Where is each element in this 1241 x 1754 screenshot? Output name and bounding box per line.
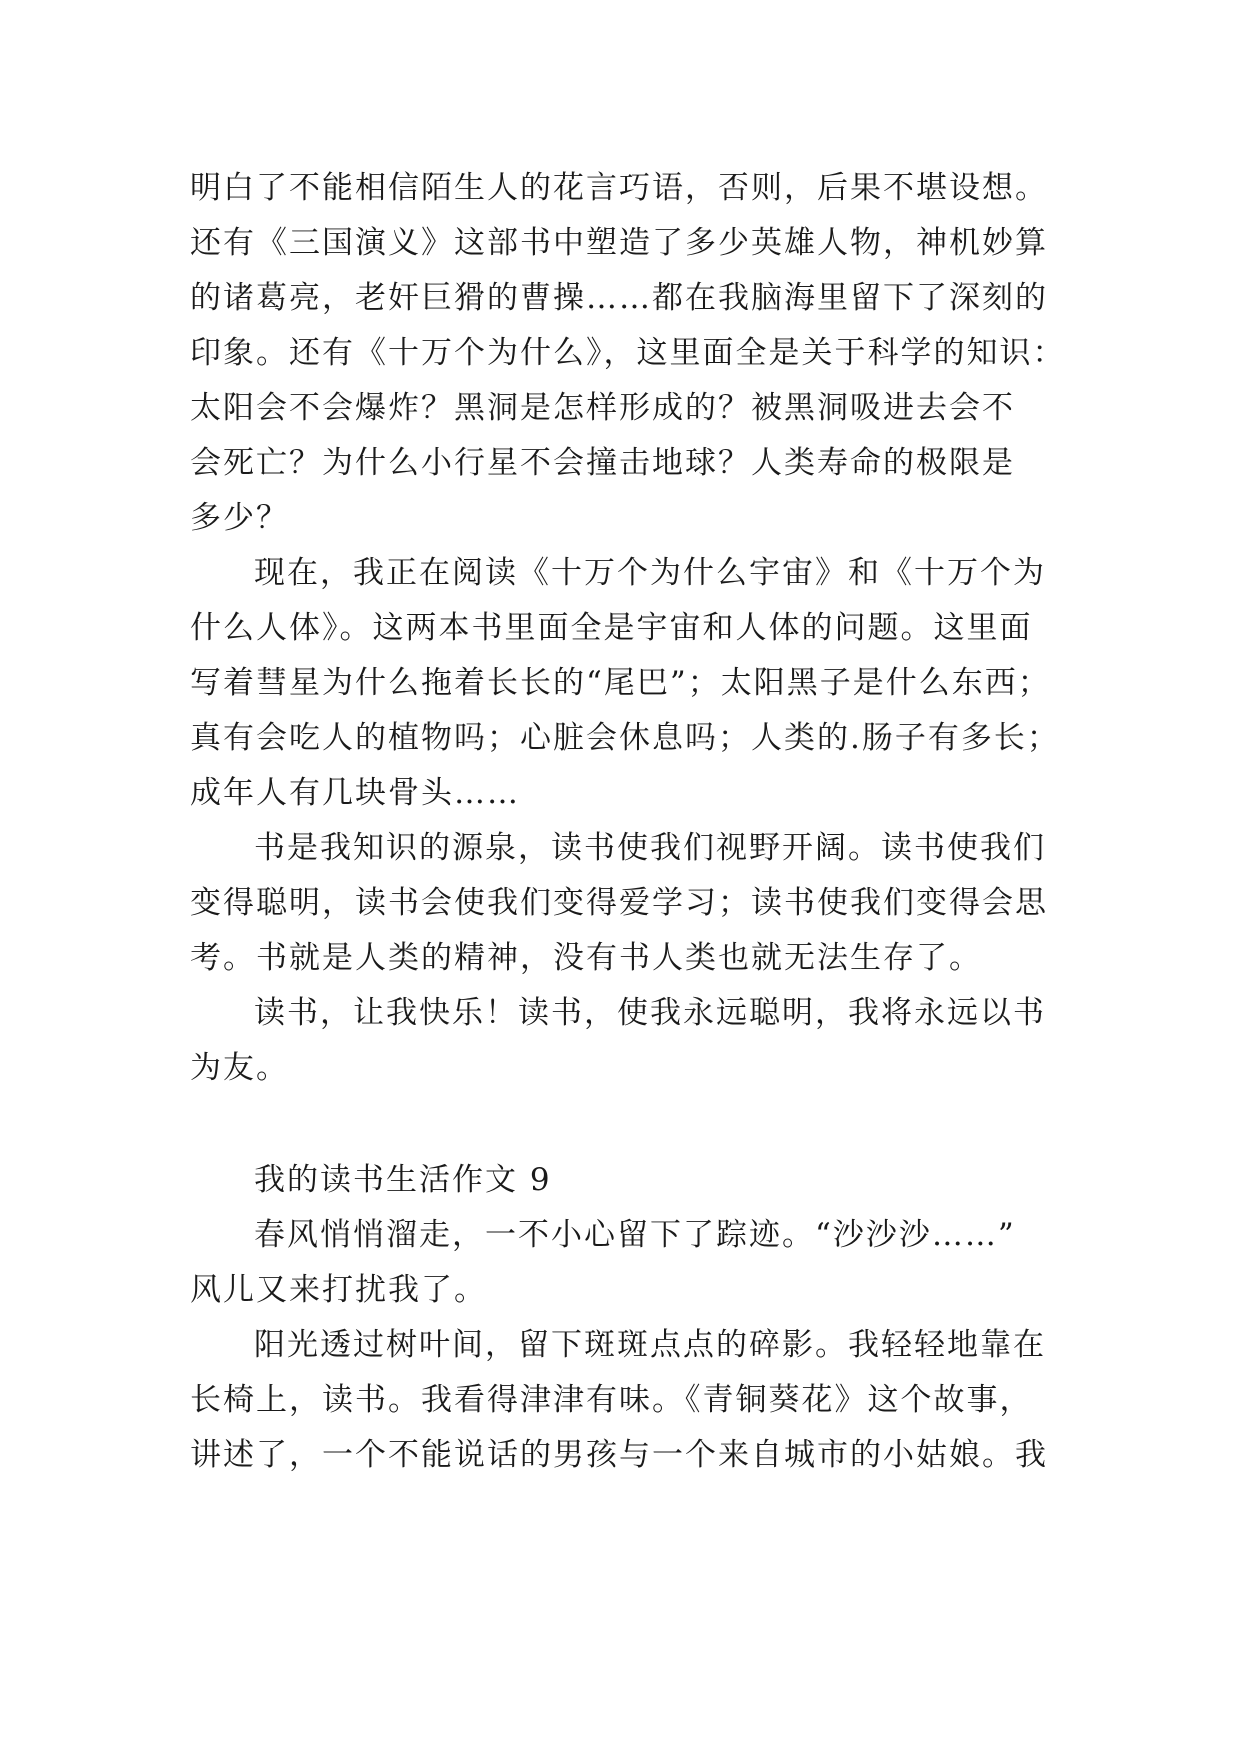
text-line: 印象。还有《十万个为什么》，这里面全是关于科学的知识：	[190, 335, 1066, 371]
text-line: 写着彗星为什么拖着长长的“尾巴”；太阳黑子是什么东西；	[190, 665, 1051, 701]
paragraph-start-line: 阳光透过树叶间，留下斑斑点点的碎影。我轻轻地靠在	[254, 1327, 1046, 1363]
text-line: 变得聪明，读书会使我们变得爱学习；读书使我们变得会思	[190, 885, 1048, 921]
text-line: 多少？	[190, 500, 289, 536]
text-line: 真有会吃人的植物吗；心脏会休息吗；人类的.肠子有多长；	[190, 720, 1060, 756]
text-line: 成年人有几块骨头……	[190, 775, 520, 811]
paragraph-start-line: 现在，我正在阅读《十万个为什么宇宙》和《十万个为	[254, 555, 1046, 591]
text-line: 讲述了，一个不能说话的男孩与一个来自城市的小姑娘。我	[190, 1437, 1048, 1473]
text-line: 明白了不能相信陌生人的花言巧语，否则，后果不堪设想。	[190, 170, 1048, 206]
text-line: 风儿又来打扰我了。	[190, 1272, 487, 1308]
text-line: 什么人体》。这两本书里面全是宇宙和人体的问题。这里面	[190, 610, 1033, 646]
text-line: 会死亡？为什么小行星不会撞击地球？人类寿命的极限是	[190, 445, 1015, 481]
text-line: 长椅上，读书。我看得津津有味。《青铜葵花》这个故事，	[190, 1382, 1033, 1418]
paragraph-start-line: 书是我知识的源泉，读书使我们视野开阔。读书使我们	[254, 830, 1046, 866]
text-line: 为友。	[190, 1050, 289, 1086]
paragraph-start-line: 春风悄悄溜走，一不小心留下了踪迹。“沙沙沙……”	[254, 1217, 1016, 1253]
text-line: 太阳会不会爆炸？黑洞是怎样形成的？被黑洞吸进去会不	[190, 390, 1015, 426]
paragraph-start-line: 读书，让我快乐！读书，使我永远聪明，我将永远以书	[254, 995, 1046, 1031]
text-line: 的诸葛亮，老奸巨猾的曹操……都在我脑海里留下了深刻的	[190, 280, 1048, 316]
text-line: 还有《三国演义》这部书中塑造了多少英雄人物，神机妙算	[190, 225, 1048, 261]
section-heading: 我的读书生活作文 9	[254, 1162, 552, 1198]
text-line: 考。书就是人类的精神，没有书人类也就无法生存了。	[190, 940, 982, 976]
